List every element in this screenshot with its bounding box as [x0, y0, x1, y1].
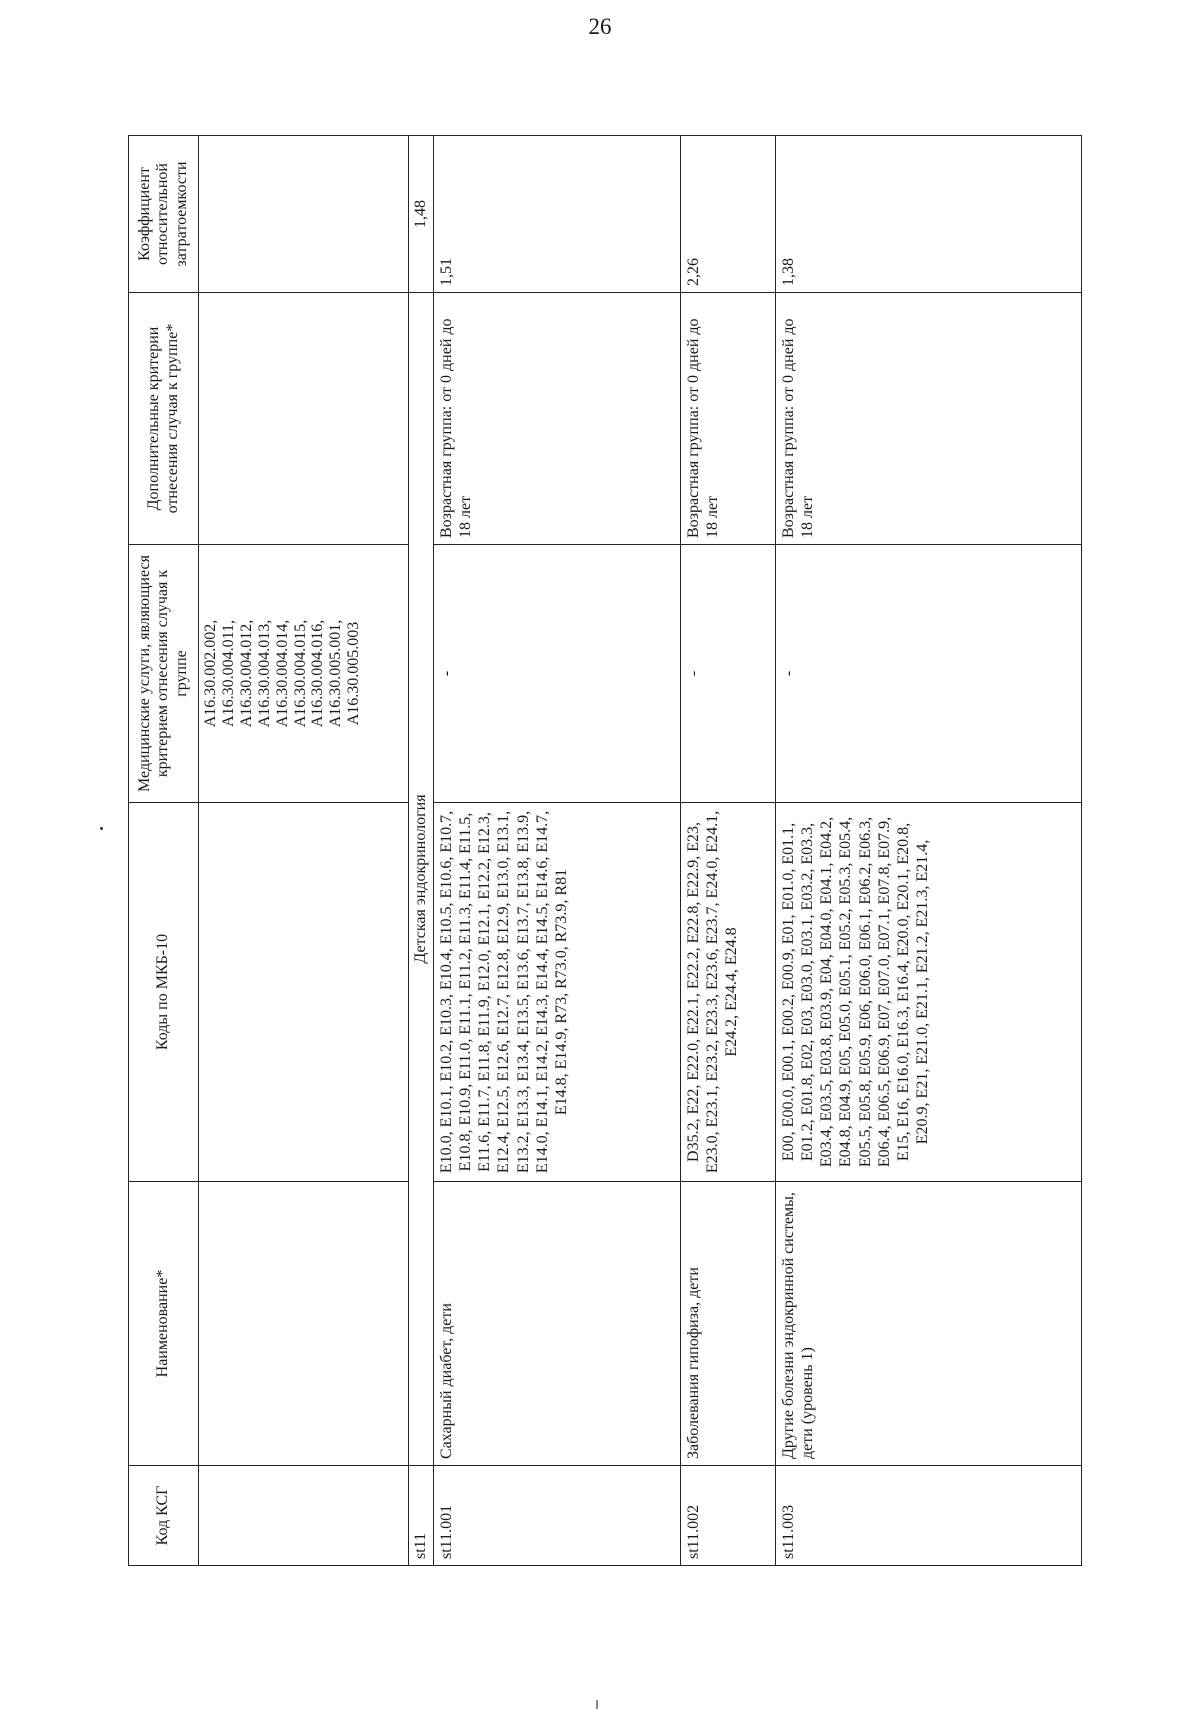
criteria: Возрастная группа: от 0 дней до 18 лет — [775, 293, 1081, 545]
criteria: Возрастная группа: от 0 дней до 18 лет — [433, 293, 680, 545]
mkb-codes: E00, E00.0, E00.1, E00.2, E00.9, E01, E01.0, E01.1, E01.2, E01.8, E02, E03, E03.0, E03.1, E03.2, E03.3, E03.4, E03.5, E03.8, E03.9, E04, E04.0, E04.1, E04.2, E04.8, E04.9, E05, E05.0, E05.1, E05.2, E05.3, E05.4, E05.5, E05.8, E05.9, E06, E06.0, E06.1, E06.2, E06.3, E06.4, E06.5, E06.9, E07, E07.0, E07.1, E07.8, E07.9, E15, E16, E16.0, E16.3, E16.4, E20.0, E20.1, E20.8, E20.9, E21, E21.0, E21.1, E21.2, E21.3, E21.4, — [775, 803, 1081, 1182]
ksg-code: st11.001 — [433, 1466, 680, 1566]
coefficient: 2,26 — [680, 136, 775, 293]
services: - — [680, 545, 775, 803]
table-row — [775, 136, 1081, 1566]
table-row — [680, 136, 775, 1566]
coefficient: 1,38 — [775, 136, 1081, 293]
header-ksg-code: Код КСГ — [129, 1466, 199, 1566]
header-name: Наименование* — [129, 1182, 199, 1466]
ksg-code: st11.003 — [775, 1466, 1081, 1566]
cell-empty — [199, 803, 409, 1182]
ksg-code: st11.002 — [680, 1466, 775, 1566]
ksg-name: Сахарный диабет, дети — [433, 1182, 680, 1466]
mkb-codes: E10.0, E10.1, E10.2, E10.3, E10.4, E10.5, E10.6, E10.7, E10.8, E10.9, E11.0, E11.1, E11.2, E11.3, E11.4, E11.5, E11.6, E11.7, E11.8, E11.9, E12.0, E12.1, E12.2, E12.3, E12.4, E12.5, E12.6, E12.7, E12.8, E12.9, E13.0, E13.1, E13.2, E13.3, E13.4, E13.5, E13.6, E13.7, E13.8, E13.9, E14.0, E14.1, E14.2, E14.3, E14.4, E14.5, E14.6, E14.7, E14.8, E14.9, R73, R73.0, R73.9, R81 — [433, 803, 680, 1182]
cell-empty — [199, 293, 409, 545]
section-row — [408, 136, 433, 1566]
header-coefficient: Коэффициент относительной затратоемкости — [129, 136, 199, 293]
mkb-codes: D35.2, E22, E22.0, E22.1, E22.2, E22.8, E22.9, E23, E23.0, E23.1, E23.2, E23.3, E23.6, E23.7, E24.0, E24.1, E24.2, E24.4, E24.8 — [680, 803, 775, 1182]
cell-empty — [199, 1466, 409, 1566]
section-code: st11 — [408, 1466, 433, 1566]
criteria: Возрастная группа: от 0 дней до 18 лет — [680, 293, 775, 545]
section-name: Детская эндокринология — [408, 293, 433, 1466]
cell-empty — [199, 1182, 409, 1466]
scan-dot — [100, 827, 103, 830]
header-row — [129, 136, 199, 1566]
header-mkb-codes: Коды по МКБ-10 — [129, 803, 199, 1182]
services-continuation — [199, 545, 409, 803]
rotated-table-container — [128, 136, 1082, 1566]
section-coefficient: 1,48 — [408, 136, 433, 293]
services: - — [775, 545, 1081, 803]
services: - — [433, 545, 680, 803]
cell-empty — [199, 136, 409, 293]
page-number: 26 — [588, 14, 612, 39]
ksg-table — [128, 135, 1082, 1566]
header-services: Медицинские услуги, являющиеся критерием отнесения случая к группе — [129, 545, 199, 803]
scan-mark — [596, 1700, 598, 1709]
header-criteria: Дополнительные критерии отнесения случая к группе* — [129, 293, 199, 545]
ksg-name: Другие болезни эндокринной системы, дети (уровень 1) — [775, 1182, 1081, 1466]
ksg-name: Заболевания гипофиза, дети — [680, 1182, 775, 1466]
table-row — [433, 136, 680, 1566]
services-continuation-text: A16.30.002.002, A16.30.004.011, A16.30.004.012, A16.30.004.013, A16.30.004.014, A16.30.004.015, A16.30.004.016, A16.30.005.001, A16.30.005.003 — [202, 619, 363, 728]
services-continuation-row — [199, 136, 409, 1566]
coefficient: 1,51 — [433, 136, 680, 293]
